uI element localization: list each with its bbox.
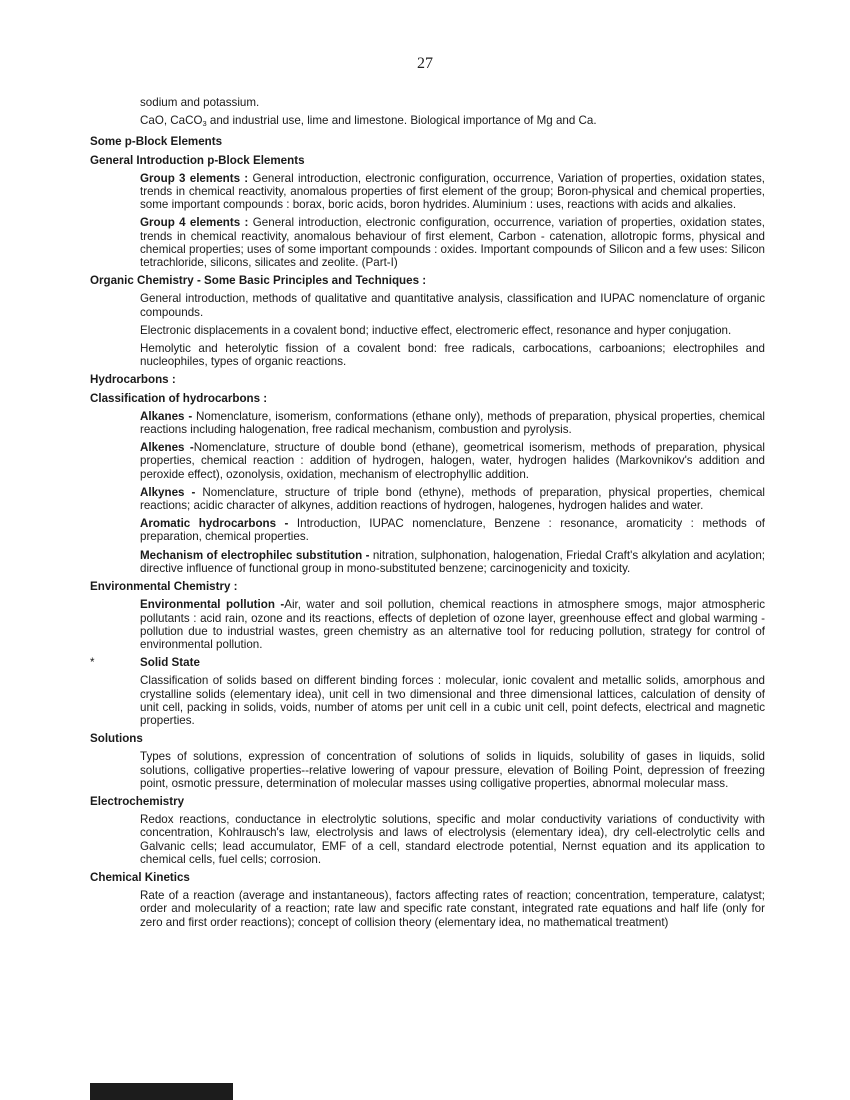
asterisk-marker: * — [90, 656, 95, 670]
alkynes-paragraph — [140, 486, 765, 512]
solid-state-title: Solid State — [140, 656, 200, 670]
heading-organic: Organic Chemistry - Some Basic Principles and Techniques : — [90, 274, 427, 288]
group4-paragraph — [140, 216, 765, 269]
mechanism-label: Mechanism of electrophilec substitution - — [140, 548, 370, 562]
alkynes-label: Alkynes - — [140, 485, 196, 499]
heading-pblock: Some p-Block Elements — [90, 135, 223, 149]
page-number: 27 — [417, 55, 433, 72]
solid-state-paragraph: Classification of solids based on different binding forces : molecular, ionic covalent and metallic solids, amorphous and crystalline solids (elementary idea), unit cell in two dimensional and three dimensional lattices, calculation of density of unit cell, packing in solids, voids, number of atoms per unit cell in a cubic unit cell, point defects, electrical and magnetic properties. — [140, 674, 765, 727]
heading-solid-state — [90, 656, 765, 669]
heading-environmental: Environmental Chemistry : — [90, 580, 238, 594]
alkanes-paragraph — [140, 410, 765, 436]
group3-text: General introduction, electronic configuration, occurrence, Variation of properties, oxidation states, trends in chemical reactivity, anomalous properties of first element of the group; Boron-physical and chemical properties, some important compounds : borax, boric acids, boron hydrides. Aluminium : uses, reactions with acids and alkalies. — [140, 171, 765, 212]
environmental-text: Air, water and soil pollution, chemical reactions in atmosphere smogs, major atmospheric pollutants : acid rain, ozone and its reactions, effects of depletion of ozone layer, greenhouse effect and global warming - pollution due to industrial wastes, green chemistry as an alternative tool for reducing pollution, strategy for control of environmental pollution. — [140, 598, 765, 651]
group3-label: Group 3 elements : — [140, 171, 249, 185]
group4-label: Group 4 elements : — [140, 216, 249, 230]
alkenes-label: Alkenes - — [140, 441, 194, 455]
heading-electrochemistry: Electrochemistry — [90, 794, 185, 808]
intro-line-2-suffix: and industrial use, lime and limestone. Biological importance of Mg and Ca. — [206, 114, 597, 128]
environmental-paragraph — [140, 598, 765, 651]
alkenes-text: Nomenclature, structure of double bond (ethane), geometrical isomerism, methods of preparation, physical properties, chemical reaction : addition of hydrogen, halogen, water, hydrogen halides (Markovnikov's addition and peroxide effect), ozonolysis, oxidation, mechanism of electrophyllic addition. — [140, 441, 765, 481]
organic-paragraph-3: Hemolytic and heterolytic fission of a covalent bond: free radicals, carbocations, carboanions; electrophiles and nucleophiles, types of organic reactions. — [140, 342, 765, 369]
heading-hydrocarbons: Hydrocarbons : — [90, 373, 176, 387]
heading-pblock-intro: General Introduction p-Block Elements — [90, 153, 305, 167]
solutions-paragraph: Types of solutions, expression of concentration of solutions of solids in liquids, solubility of gases in liquids, solid solutions, colligative properties--relative lowering of vapour pressure, elevation of Boiling Point, depression of freezing point, osmotic pressure, determination of molecular masses using colligative properties, abnormal molecular mass. — [140, 750, 765, 790]
mechanism-text: nitration, sulphonation, halogenation, Friedal Craft's alkylation and acylation; directive influence of functional group in mono-substituted benzene; carcinogenicity and toxicity. — [140, 548, 765, 575]
intro-line-2-prefix: CaO, CaCO — [140, 114, 203, 128]
intro-line-1: sodium and potassium. — [140, 96, 260, 109]
electrochemistry-paragraph: Redox reactions, conductance in electrolytic solutions, specific and molar conductivity variations of conductivity with concentration, Kohlrausch's law, electrolysis and laws of electrolysis (elementary idea), dry cell-electrolytic cells and Galvanic cells; lead accumulator, EMF of a cell, standard electrode potential, Nernst equation and its application to chemical cells, fuel cells; corrosion. — [140, 813, 765, 866]
document-body — [90, 96, 765, 934]
kinetics-paragraph: Rate of a reaction (average and instantaneous), factors affecting rates of reaction; concentration, temperature, calatyst; order and molecularity of a reaction; rate law and specific rate constant, integrated rate equations and half life (only for zero and first order reactions); concept of collision theory (elementary idea, no mathematical treatment) — [140, 889, 765, 929]
heading-kinetics: Chemical Kinetics — [90, 870, 190, 884]
heading-classification: Classification of hydrocarbons : — [90, 391, 268, 405]
organic-paragraph-2: Electronic displacements in a covalent bond; inductive effect, electromeric effect, resonance and hyper conjugation. — [140, 323, 732, 337]
aromatic-paragraph — [140, 517, 765, 543]
heading-solutions: Solutions — [90, 732, 143, 746]
organic-paragraph-1: General introduction, methods of qualitative and quantitative analysis, classification and IUPAC nomenclature of organic compounds. — [140, 292, 765, 319]
group3-paragraph — [140, 172, 765, 212]
aromatic-text: Introduction, IUPAC nomenclature, Benzene : resonance, aromaticity : methods of preparation, chemical properties. — [140, 517, 765, 544]
group4-text: General introduction, electronic configuration, occurrence, variation of properties, oxidation states, trends in chemical reactivity, anomalous behaviour of first element, Carbon - catenation, allotropic forms, physical and chemical properties; uses of some important compounds : oxides. Important compounds of Silicon and a few uses: Silicon tetrachloride, silicons, silicates and zeolite. (Part-I) — [140, 216, 766, 270]
mechanism-paragraph — [140, 549, 765, 575]
alkanes-text: Nomenclature, isomerism, conformations (ethane only), methods of preparation, physical properties, chemical reactions including halogenation, free radical mechanism, combustion and pyrolysis. — [140, 409, 765, 437]
footer-bar — [90, 1083, 233, 1100]
alkanes-label: Alkanes - — [140, 409, 193, 423]
intro-line-2 — [140, 114, 765, 130]
environmental-label: Environmental pollution - — [140, 598, 285, 612]
aromatic-label: Aromatic hydrocarbons - — [140, 517, 289, 531]
alkenes-paragraph — [140, 441, 765, 481]
intro-line-2-subscript: 3 — [202, 119, 207, 129]
alkynes-text: Nomenclature, structure of triple bond (ethyne), methods of preparation, physical properties, chemical reactions; acidic character of alkynes, addition reactions of hydrogen, halogenes, hydrogen halides and water. — [140, 485, 765, 513]
